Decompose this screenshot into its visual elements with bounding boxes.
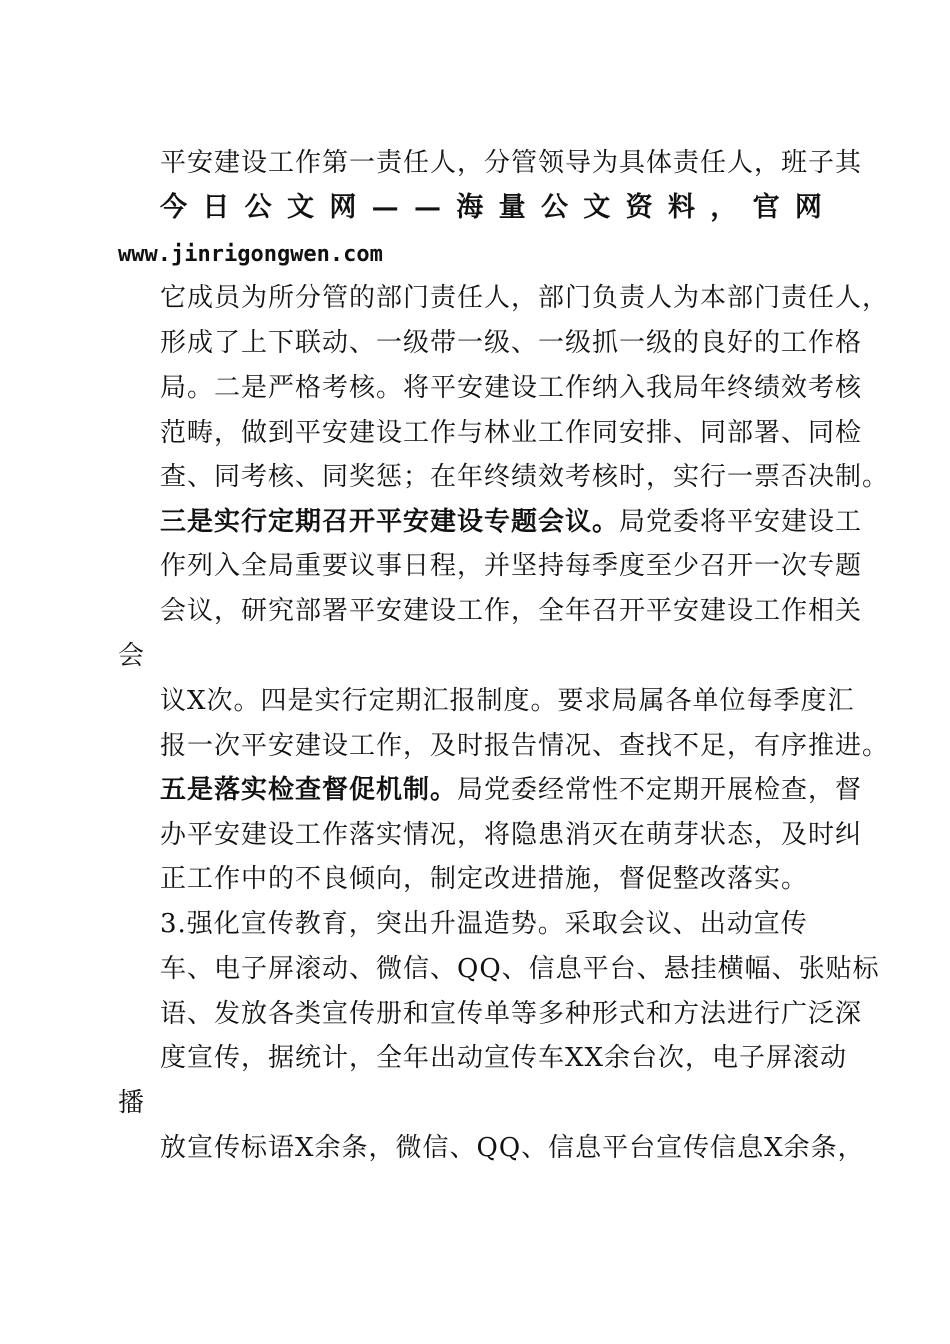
text-line: 车、电子屏滚动、微信、QQ、信息平台、悬挂横幅、张贴标 (160, 954, 880, 984)
watermark-char: — (413, 192, 441, 223)
watermark-char: 网 (329, 192, 357, 223)
text-line: 度宣传，据统计，全年出动宣传车XX余台次，电子屏滚动 (160, 1043, 848, 1073)
text-line: 形成了上下联动、一级带一级、一级抓一级的良好的工作格 (160, 328, 863, 358)
text-line (160, 505, 862, 539)
text-line: 范畴，做到平安建设工作与林业工作同安排、同部署、同检 (160, 418, 863, 448)
text-line: 作列入全局重要议事日程，并坚持每季度至少召开一次专题 (160, 551, 863, 581)
text-line: 正工作中的不良倾向，制定改进措施，督促整改落实。 (160, 864, 809, 894)
watermark-char: 料 (667, 192, 695, 223)
watermark-char: 网 (794, 192, 822, 223)
text-line: 办平安建设工作落实情况，将隐患消灭在萌芽状态，及时纠 (160, 820, 863, 850)
text-line: 它成员为所分管的部门责任人，部门负责人为本部门责任人， (160, 283, 890, 313)
text-line: 播 (118, 1088, 146, 1118)
watermark-char: 公 (244, 192, 272, 223)
text-line: 会议，研究部署平安建设工作，全年召开平安建设工作相关 (160, 596, 863, 626)
watermark-char: ， (710, 192, 738, 223)
text-line: 查、同考核、同奖惩；在年终绩效考核时，实行一票否决制。 (160, 462, 890, 492)
text-line: 局。二是严格考核。将平安建设工作纳入我局年终绩效考核 (160, 373, 863, 403)
text-line: 放宣传标语X余条，微信、QQ、信息平台宣传信息X余条， (160, 1133, 865, 1163)
text-line: 议X次。四是实行定期汇报制度。要求局属各单位每季度汇 (160, 686, 855, 716)
watermark-char: 官 (752, 192, 780, 223)
watermark-title (160, 190, 822, 226)
watermark-url: www.jinrigongwen.com (118, 242, 383, 267)
section-heading: 3.强化宣传教育，突出升温造势。采取会议、出动宣传 (160, 909, 808, 939)
point-three-heading: 三是实行定期召开平安建设专题会议。 (160, 507, 620, 537)
watermark-char: 文 (583, 192, 611, 223)
point-five-heading: 五是落实检查督促机制。 (160, 775, 458, 805)
point-five-text: 局党委经常性不定期开展检查，督 (457, 775, 863, 805)
watermark-char: 资 (625, 192, 653, 223)
text-line (160, 773, 862, 807)
watermark-char: 日 (202, 192, 230, 223)
watermark-char: 今 (160, 192, 187, 223)
text-line: 平安建设工作第一责任人，分管领导为具体责任人，班子其 (160, 148, 863, 178)
point-three-text: 局党委将平安建设工 (619, 507, 863, 537)
text-line: 会 (118, 641, 146, 671)
watermark-char: 量 (498, 192, 526, 223)
watermark-char: — (371, 192, 399, 223)
watermark-char: 文 (286, 192, 314, 223)
watermark-char: 海 (456, 192, 484, 223)
watermark-char: 公 (540, 192, 568, 223)
text-line: 语、发放各类宣传册和宣传单等多种形式和方法进行广泛深 (160, 999, 863, 1029)
text-line: 报一次平安建设工作，及时报告情况、查找不足，有序推进。 (160, 731, 890, 761)
